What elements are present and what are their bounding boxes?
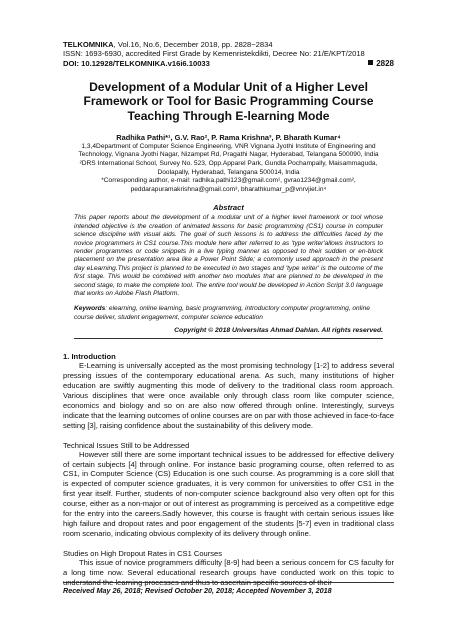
affiliation-line: Doolapally, Hyderabad, Telangana 500014, India bbox=[157, 168, 300, 176]
affiliation-line: *Corresponding author, e-mail: radhika.pathi123@gmail.com¹, gvrao1234@gmail.com², bbox=[101, 177, 356, 185]
journal-name: TELKOMNIKA bbox=[63, 40, 114, 49]
keywords-label: Keywords bbox=[74, 305, 106, 313]
received-dates-footer: Received May 26, 2018; Revised October 20, 2018; Accepted November 3, 2018 bbox=[63, 582, 394, 595]
doi-label: DOI: bbox=[63, 58, 80, 68]
paper-page bbox=[63, 40, 394, 587]
dropout-paragraph: This issue of novice programmers difficulty [8-9] had been a serious concern for CS faculty for a long time now. Several educational research groups have conducted work on this topic to understand the learning processes and thus to ascertain specific sources of their bbox=[63, 557, 394, 587]
introduction-paragraph: E-Learning is universally accepted as the most promising technology [1-2] to address several pressing issues of the contemporary educational arena. As such, many institutions of higher education are swiftly augmenting this mode of delivery to the traditional class room approach. Various disciplines that were once available only through class room like computer science, economics and biology and so on are also now offered through online. Interestingly, surveys indicate that the learning outcomes of online courses are on par with those achieved in face-to-face setting [3], raising confidence about the sustainability of this delivery mode. bbox=[63, 361, 395, 430]
affiliation-line: ²DRS International School, Survey No. 523, Opp.Apparel Park, Gundla Pochampally, Maisammaguda, bbox=[79, 160, 378, 168]
keywords bbox=[63, 305, 394, 322]
copyright-notice: Copyright © 2018 Universitas Ahmad Dahlan. All rights reserved. bbox=[174, 327, 383, 335]
doi-value: 10.12928/TELKOMNIKA.v16i6.10033 bbox=[79, 58, 210, 68]
page-number bbox=[368, 59, 394, 68]
title-line: Development of a Modular Unit of a Higher Level bbox=[89, 80, 368, 95]
technical-issues-heading: Technical Issues Still to be Addressed bbox=[63, 440, 190, 450]
author-list: Radhika Pathi*¹, G.V. Rao², P. Rama Krishna³, P. Bharath Kumar⁴ bbox=[116, 132, 341, 142]
affiliations bbox=[63, 143, 394, 195]
journal-details: , Vol.16, No.6, December 2018, pp. 2828~2834 bbox=[113, 40, 273, 49]
technical-issues-paragraph: However still there are some important technical issues to be addressed for effective delivery of certain subjects [4] through online. For instance basic programing course, often referred to as CS1, in Computer Science (CS) Education is one such course. As programming is a core skill that is expected of computer science graduates, it is very common for universities to offer CS1 in the first year itself. Further, students of non-computer science background also very often opt for this course, either as a non-major or out of interest as programming is perceived as a competitive edge for the entry into the careers.Sadly however, this course is fraught with certain serious issues like high failure and dropout rates and poor engagement of the students [5-7] even in traditional class room scenario, indicating obvious complexity of its delivery through online. bbox=[63, 449, 394, 538]
affiliation-line: Technology, Vignana Jyothi Nagar, Nizampet Rd, Pragathi Nagar, Hyderabad, Telangana 500090, India bbox=[78, 151, 379, 159]
journal-line bbox=[63, 40, 394, 49]
page-number-value: 2828 bbox=[376, 58, 394, 68]
introduction-heading: 1. Introduction bbox=[63, 352, 116, 362]
divider bbox=[74, 338, 383, 339]
square-bullet-icon bbox=[368, 60, 373, 65]
doi-line bbox=[63, 59, 394, 68]
title-line: Teaching Through E-learning Mode bbox=[127, 108, 330, 123]
affiliation-line: peddarapuramakrishna@gmail.com³, bharathkumar_p@vnrvjiet.in⁴ bbox=[130, 185, 327, 193]
abstract-text: This paper reports about the development of a modular unit of a higher level framework or tool whose intended objective is the creation of animated lessons for basic programming (CS1) course in computer science discipline with visual aids. The goal of such lessons is to address the difficulties faced by the novice programmers in CS1 course.This module here after referred to as 'type writer'allows instructors to render programmes or code snippets in a live typing manner as opposed to their sudden or en-block placement on the presentation area like a Power Point Slide; a commonly used approach in the present day eLearning.This project is planned to be executed in two stages and 'type writer' is the outcome of the first stage. This would be combined with another two modules that are planned to be developed in the second stage, to make the complete tool. The entire tool would be developed in Action Script 3.0 language that works on Adobe Flash Platform. bbox=[74, 214, 383, 298]
abstract-heading: Abstract bbox=[213, 203, 244, 213]
journal-header bbox=[63, 40, 394, 68]
paper-title bbox=[63, 80, 394, 123]
title-line: Framework or Tool for Basic Programming Course bbox=[83, 94, 374, 109]
issn-line: ISSN: 1693-6930, accredited First Grade by Kemenristekdikti, Decree No: 21/E/KPT/2018 bbox=[63, 49, 365, 59]
keywords-text: : elearning, online learning, basic programming, introductory computer programming, online course deliver, student engagement, computer science education bbox=[74, 305, 370, 321]
affiliation-line: 1,3,4Department of Computer Science Engineering, VNR Vignana Jyothi Institute of Engineering and bbox=[81, 142, 376, 150]
dropout-heading: Studies on High Dropout Rates in CS1 Courses bbox=[63, 548, 222, 558]
